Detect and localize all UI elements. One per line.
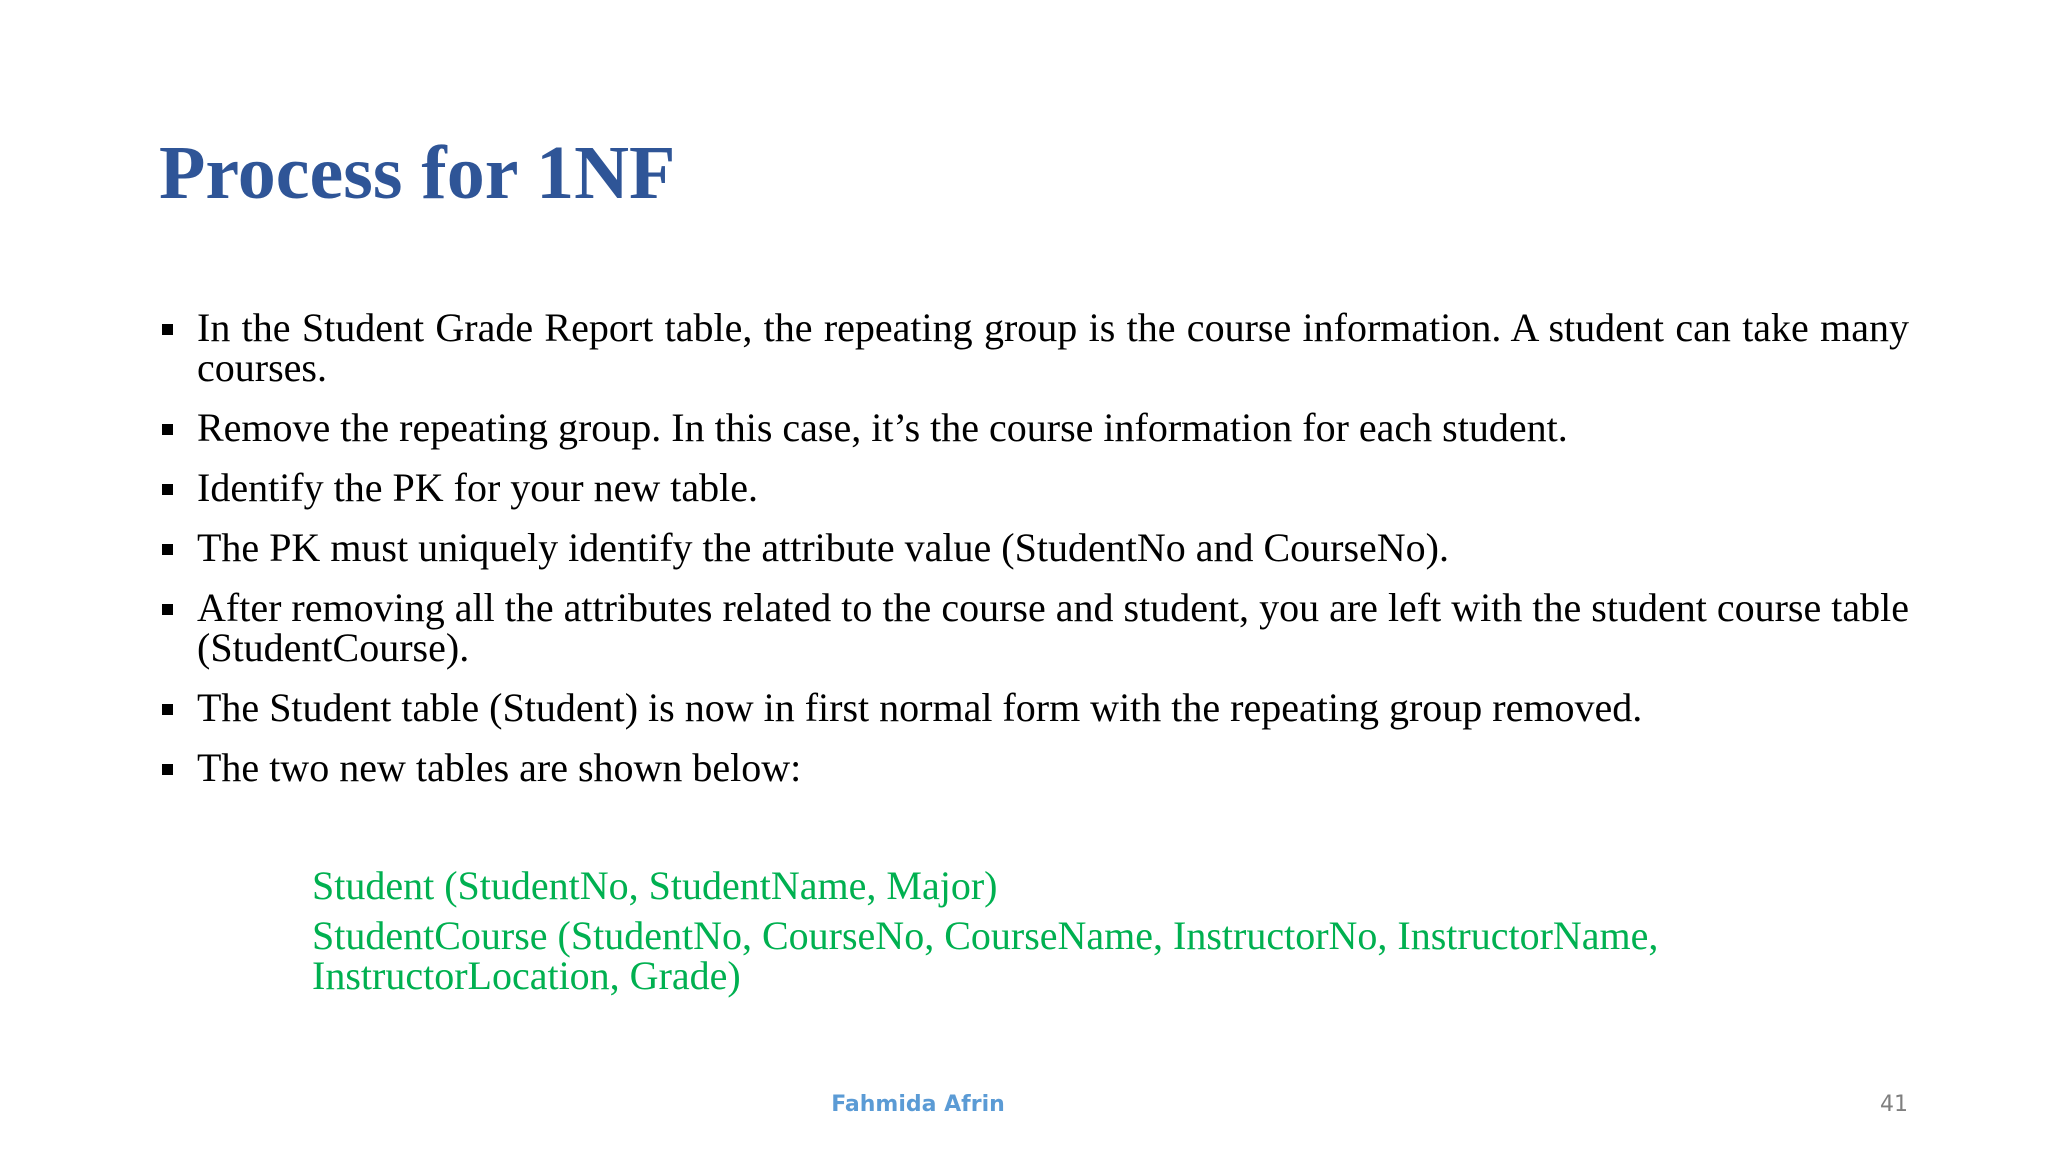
footer-author: Fahmida Afrin	[831, 1092, 1005, 1117]
bullet-text: The two new tables are shown below:	[197, 745, 802, 790]
bullet-item	[159, 745, 1909, 790]
square-bullet-icon	[162, 764, 173, 775]
bullet-item	[159, 525, 1909, 570]
student-table-schema: Student (StudentNo, StudentName, Major)	[312, 863, 998, 908]
square-bullet-icon	[162, 484, 173, 495]
bullet-item	[159, 305, 1909, 390]
bullet-list	[159, 305, 1909, 808]
bullet-item	[159, 685, 1909, 730]
square-bullet-icon	[162, 704, 173, 715]
bullet-text: After removing all the attributes related to the course and student, you are left with the student course table (StudentCourse).	[197, 585, 1909, 670]
studentcourse-table-schema: StudentCourse (StudentNo, CourseNo, CourseName, InstructorNo, InstructorName, InstructorLocation, Grade)	[312, 913, 1659, 998]
slide-title: Process for 1NF	[159, 131, 676, 215]
page-number: 41	[1880, 1092, 1908, 1117]
bullet-item	[159, 465, 1909, 510]
bullet-item	[159, 585, 1909, 670]
bullet-text: The PK must uniquely identify the attribute value (StudentNo and CourseNo).	[197, 525, 1449, 570]
square-bullet-icon	[162, 604, 173, 615]
bullet-text: Remove the repeating group. In this case, it’s the course information for each student.	[197, 405, 1568, 450]
bullet-text: In the Student Grade Report table, the repeating group is the course information. A student can take many courses.	[197, 305, 1909, 390]
square-bullet-icon	[162, 324, 173, 335]
bullet-text: Identify the PK for your new table.	[197, 465, 758, 510]
bullet-item	[159, 405, 1909, 450]
table-schemas	[312, 863, 1742, 1006]
bullet-text: The Student table (Student) is now in first normal form with the repeating group removed.	[197, 685, 1643, 730]
square-bullet-icon	[162, 544, 173, 555]
square-bullet-icon	[162, 424, 173, 435]
